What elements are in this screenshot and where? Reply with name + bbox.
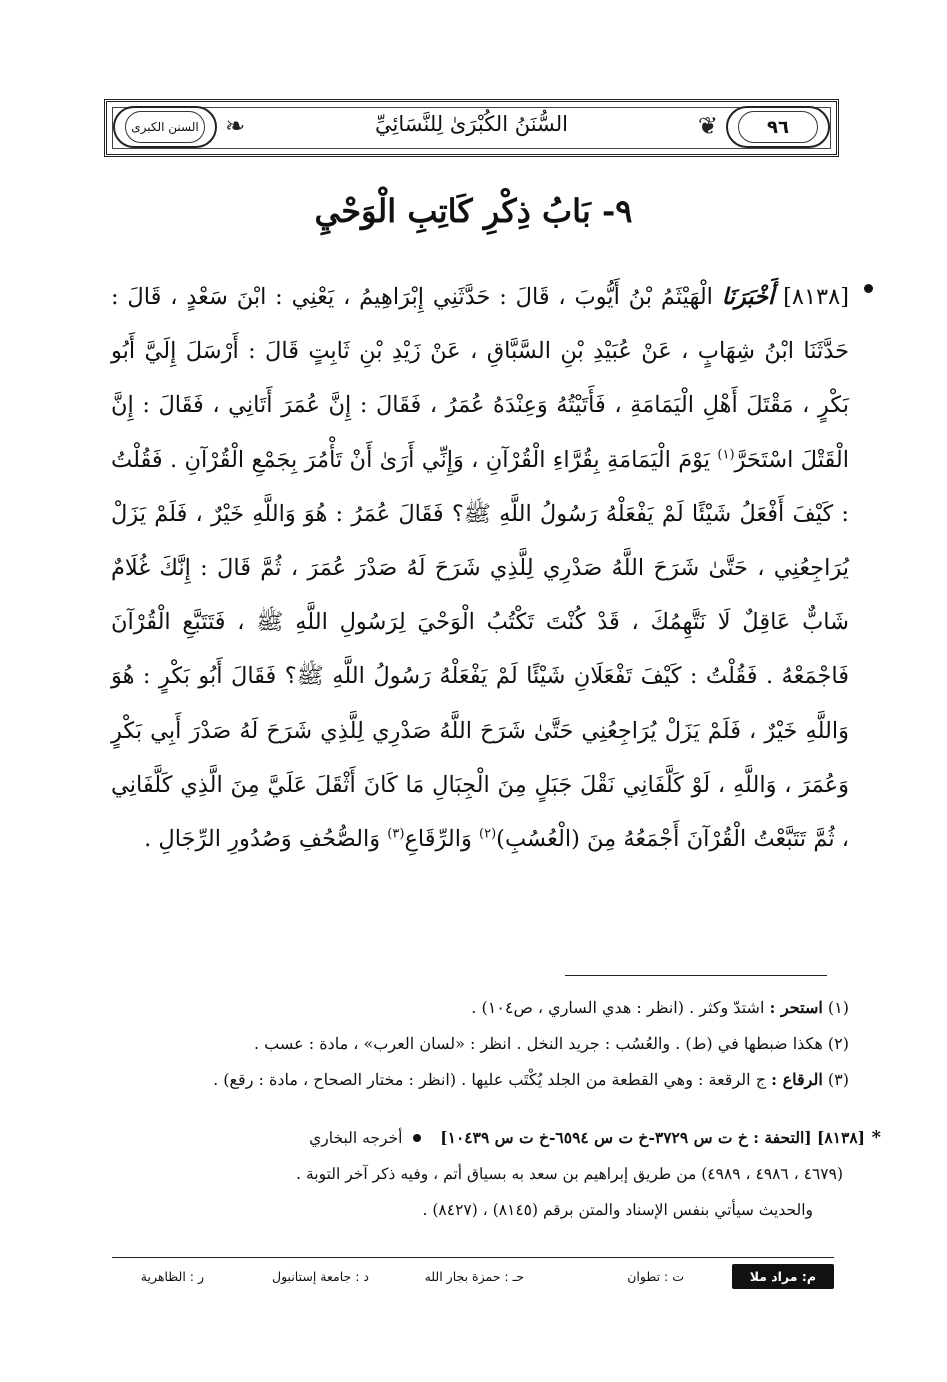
footnote-text: اشتدّ وكثر . (انظر : هدي الساري ، ص١٠٤) . [471,998,765,1017]
hadith-line: قَالَ : إِنَّكَ غُلَامٌ شَابٌّ عَاقِلٌ لَا نَتَّهِمُكَ ، قَدْ كُنْتَ تَكْتُبُ الْوَحْيَ لِرَسُولِ اللَّهِ [111,555,849,636]
footnotes [111,990,849,1098]
footnote [111,990,849,1026]
manuscript-legend [112,1264,834,1292]
takhrij-line: (٤٦٧٩ ، ٤٩٨٦ ، ٤٩٨٩) من طريق إبراهيم بن سعد به بسياق أتم ، وفيه ذكر آخر التوبة . [296,1165,843,1183]
hadith-line: وَالصُّحُفِ وَصُدُورِ الرِّجَالِ . [144,826,381,853]
hadith-line: فَقَالَ : إِنَّ الْقَتْلَ اسْتَحَرَّ [111,392,849,473]
book-logo-medallion [113,106,217,148]
footnote-term: الرقاع : [771,1070,823,1089]
book-logo-text: السنن الكبرى [125,111,205,143]
hadith-opening: أَخْبَرَنَا [721,284,775,310]
footnote-term: استحر : [769,998,823,1017]
footnote-ref[interactable]: (٢) [479,826,497,842]
footnote [111,1026,849,1062]
footnote-number: (٢) [827,1034,849,1053]
legend-item: حـ : حمزة بجار الله [424,1269,524,1284]
footnote-text: هكذا ضبطها في (ط) . والعُسُب : جريد النخل . انظر : «لسان العرب» ، مادة : عسب . [253,1034,823,1053]
star-icon: * [871,1127,881,1148]
takhrij-note [105,1120,881,1228]
hadith-number: [٨١٣٨] [783,284,849,310]
footnote [111,1062,849,1098]
takhrij-line [105,1120,865,1156]
legend-item: ت : تطوان [627,1269,684,1284]
hadith-line: وَالرِّقَاعِ [404,826,472,853]
footnote-number: (٣) [827,1070,849,1089]
footnote-divider [565,975,827,976]
page-number: ٩٦ [767,116,789,138]
ornament-icon: ❦ [697,112,718,140]
bullet-dot-icon [413,1134,421,1142]
running-header [104,99,839,157]
running-title: السُّنَنُ الكُبْرَىٰ لِلنَّسَائِيِّ [375,112,568,136]
takhrij-reference: [٨١٣٨] [التحفة : خ ت س ٣٧٢٩-خ ت س ٦٥٩٤-خ ت س ١٠٤٣٩] [440,1128,865,1147]
legend-item: ر : الظاهرية [140,1269,204,1284]
chapter-title: ٩- بَابُ ذِكْرِ كَاتِبِ الْوَحْيِ [314,192,633,230]
bullet-dot-icon [864,284,873,293]
takhrij-line: والحديث سيأتي بنفس الإسناد والمتن برقم (٨١٤٥) ، (٨٤٢٧) . [422,1201,813,1219]
hadith-text [111,270,849,866]
hadith-line: ﷺ ، فَتَتَبَّعِ الْقُرْآنَ فَاجْمَعْهُ . فَقُلْتُ : كَيْفَ تَفْعَلَانِ شَيْئًا لَمْ يَفْعَلْهُ رَسُولُ اللَّهِ [111,609,849,690]
editor-badge: م: مراد ملا [732,1264,834,1289]
legend-divider [112,1257,834,1258]
hadith-line: خَيْرٌ ، فَلَمْ يَزَلْ يُرَاجِعُنِي ، حَتَّىٰ شَرَحَ اللَّهُ صَدْرِي لِلَّذِي شَرَحَ لَهُ صَدْرَ عُمَرَ ، ثُمَّ [111,500,850,582]
footnote-ref[interactable]: (٣) [387,826,405,842]
hadith-line: إِلَيَّ أَبُو بَكْرٍ ، مَقْتَلَ أَهْلِ الْيَمَامَةِ ، فَأَتَيْتُهُ وَعِنْدَهُ عُمَرُ ، فَقَالَ : إِنَّ عُمَرَ أَتَانِي ، [111,338,850,419]
hadith-line: ﷺ؟ فَقَالَ أَبُو بَكْرٍ : هُوَ وَاللَّهِ خَيْرٌ ، فَلَمْ يَزَلْ يُرَاجِعُنِي حَتَّىٰ شَرَحَ اللَّهُ صَدْرِي [111,663,849,744]
hadith-line: قَالَ : حَدَّثَنَا ابْنُ شِهَابٍ ، عَنْ عُبَيْدِ بْنِ السَّبَّاقِ ، عَنْ زَيْدِ بْنِ ثَابِتٍ قَالَ : أَرْسَلَ [111,284,849,365]
takhrij-source: أخرجه البخاري [309,1129,403,1147]
ornament-icon: ❧ [225,112,246,140]
legend-item: د : جامعة إستانبول [272,1269,369,1284]
footnote-ref[interactable]: (١) [717,447,735,463]
hadith-line: لِلَّذِي شَرَحَ لَهُ صَدْرَ أَبِي بَكْرٍ وَعُمَرَ ، وَاللَّهِ ، لَوْ كَلَّفَانِي نَقْلَ جَبَلٍ مِنَ الْجِبَالِ [111,717,849,798]
hadith-line: الْقُرْآنِ . فَقُلْتُ : كَيْفَ أَفْعَلُ شَيْئًا لَمْ يَفْعَلْهُ رَسُولُ اللَّهِ ﷺ؟ فَقَالَ عُمَرُ : هُوَ وَاللَّهِ [111,446,849,527]
footnote-number: (١) [827,998,849,1017]
hadith-line: الْهَيْثَمُ بْنُ أَيُّوبَ ، قَالَ : حَدَّثَنِي إِبْرَاهِيمُ ، يَعْنِي : ابْنَ سَعْدٍ ، [170,284,713,310]
hadith-line: يَوْمَ الْيَمَامَةِ بِقُرَّاءِ الْقُرْآنِ ، وَإِنِّي أَرَىٰ أَنْ تَأْمُرَ بِجَمْعِ [251,446,711,473]
hadith-line: مَا كَانَ أَثْقَلَ عَلَيَّ مِنَ الَّذِي كَلَّفَانِي ، ثُمَّ تَتَبَّعْتُ الْقُرْآنَ أَجْمَعُهُ مِنَ (الْعُسُبِ) [111,771,849,853]
footnote-text: ج الرقعة : وهي القطعة من الجلد يُكْتَب عليها . (انظر : مختار الصحاح ، مادة : رقع) . [213,1070,767,1089]
